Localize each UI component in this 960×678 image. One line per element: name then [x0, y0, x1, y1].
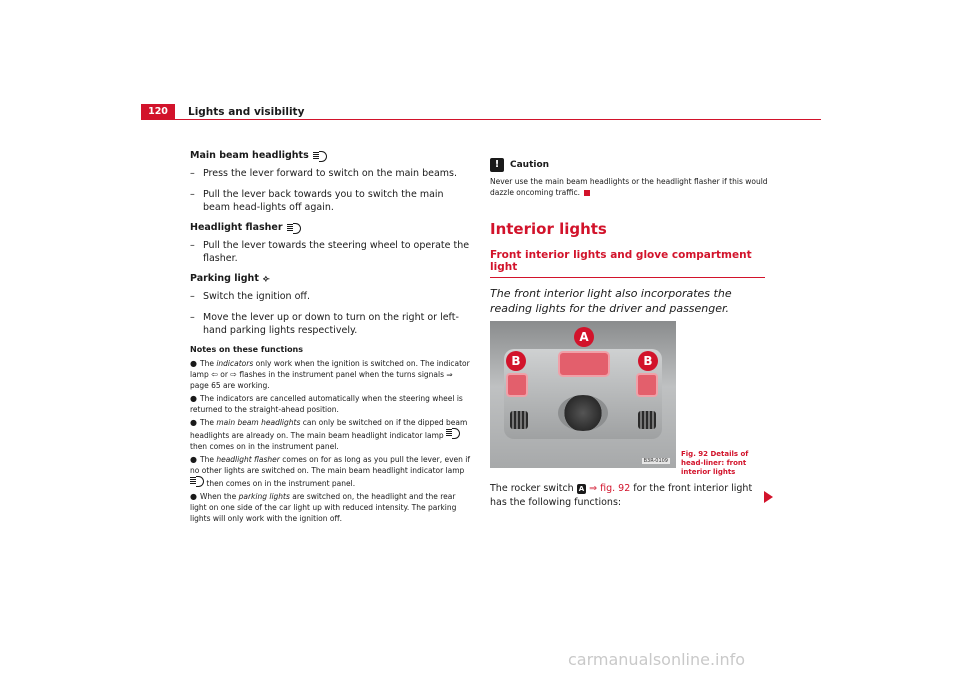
lens-knob	[558, 395, 608, 431]
figure-caption: Fig. 92 Details of head-liner: front interior lights	[681, 450, 749, 476]
note-cancel: ● The indicators are cancelled automatically when the steering wheel is returned to the straight-ahead position.	[190, 394, 463, 414]
flasher-heading	[190, 222, 472, 233]
note-main-beam: ● The main beam headlights can only be switched on if the dipped beam headlights are already on. The main beam headlight indicator lamp then comes on in the instrument panel.	[190, 418, 468, 451]
reading-light-switch-left	[506, 373, 528, 397]
caution-title: Caution	[510, 160, 550, 170]
lead-paragraph: The front interior light also incorporates the reading lights for the driver and passenger.	[490, 287, 732, 315]
main-beam-title: Main beam headlights	[190, 150, 309, 161]
indicator-left-icon: ⇦	[211, 370, 218, 379]
flasher-title: Headlight flasher	[190, 222, 283, 233]
left-column	[190, 150, 472, 526]
callout-b-right: B	[638, 351, 658, 371]
parking-step-2: – Move the lever up or down to turn on the right or left-hand parking lights respectively.	[190, 312, 459, 336]
reading-light-switch-right	[636, 373, 658, 397]
caution-icon: !	[490, 158, 504, 172]
main-beam-step-2: – Pull the lever back towards you to switch the main beam head-lights off again.	[190, 189, 444, 213]
parking-step-1: – Switch the ignition off.	[190, 291, 310, 302]
main-beam-step-1: – Press the lever forward to switch on the main beams.	[190, 168, 457, 179]
parking-heading	[190, 273, 472, 284]
body-paragraph: The rocker switch A ⇒ fig. 92 for the front interior light has the following functions:	[490, 483, 753, 508]
rocker-switch-a	[558, 351, 610, 377]
chapter-title: Lights and visibility	[188, 106, 305, 118]
note-parking: ● When the parking lights are switched on, the headlight and the rear light on one side of the car light up with reduced intensity. The parking lights will only work with the ignition off.	[190, 492, 457, 523]
main-beam-heading	[190, 150, 472, 161]
note-indicators: ● The indicators only work when the ignition is switched on. The indicator lamp ⇦ or ⇨ flashes in the instrument panel when the turns signals ⇒ page 65 are working.	[190, 359, 470, 390]
parking-title: Parking light	[190, 273, 259, 284]
headlight-flasher-icon	[287, 223, 301, 233]
main-beam-indicator-icon	[446, 428, 460, 438]
end-of-section-icon	[584, 190, 590, 196]
figure-interior-lights	[490, 321, 676, 468]
switch-a-badge: A	[578, 485, 585, 493]
section-title: Interior lights	[490, 220, 607, 238]
thumbwheel-left	[510, 411, 528, 429]
main-beam-icon	[313, 151, 327, 161]
parking-light-icon: ⟣	[262, 273, 270, 284]
page-number: 120	[141, 104, 175, 120]
next-page-arrow-icon[interactable]	[764, 491, 773, 503]
thumbwheel-right	[638, 411, 656, 429]
callout-a: A	[574, 327, 594, 347]
note-flasher: ● The headlight flasher comes on for as long as you pull the lever, even if no other lights are switched on. The main beam headlight indicator lamp then comes on in the instrument panel.	[190, 455, 470, 488]
caution-heading	[490, 158, 770, 172]
header-divider	[175, 119, 821, 120]
notes-heading: Notes on these functions	[190, 345, 304, 354]
subsection-title: Front interior lights and glove compartment light	[490, 249, 765, 278]
right-column	[490, 158, 770, 326]
caution-text: Never use the main beam headlights or the headlight flasher if this would dazzle oncoming traffic.	[490, 177, 768, 197]
flasher-step-1: – Pull the lever towards the steering wheel to operate the flasher.	[190, 240, 470, 264]
watermark: carmanualsonline.info	[568, 650, 746, 669]
figure-reference-link[interactable]: ⇒ fig. 92	[586, 483, 631, 494]
indicator-right-icon: ⇨	[230, 370, 237, 379]
callout-b-left: B	[506, 351, 526, 371]
page-header	[141, 104, 821, 120]
flasher-indicator-icon	[190, 476, 204, 486]
figure-code: B3R-0109	[643, 458, 668, 464]
